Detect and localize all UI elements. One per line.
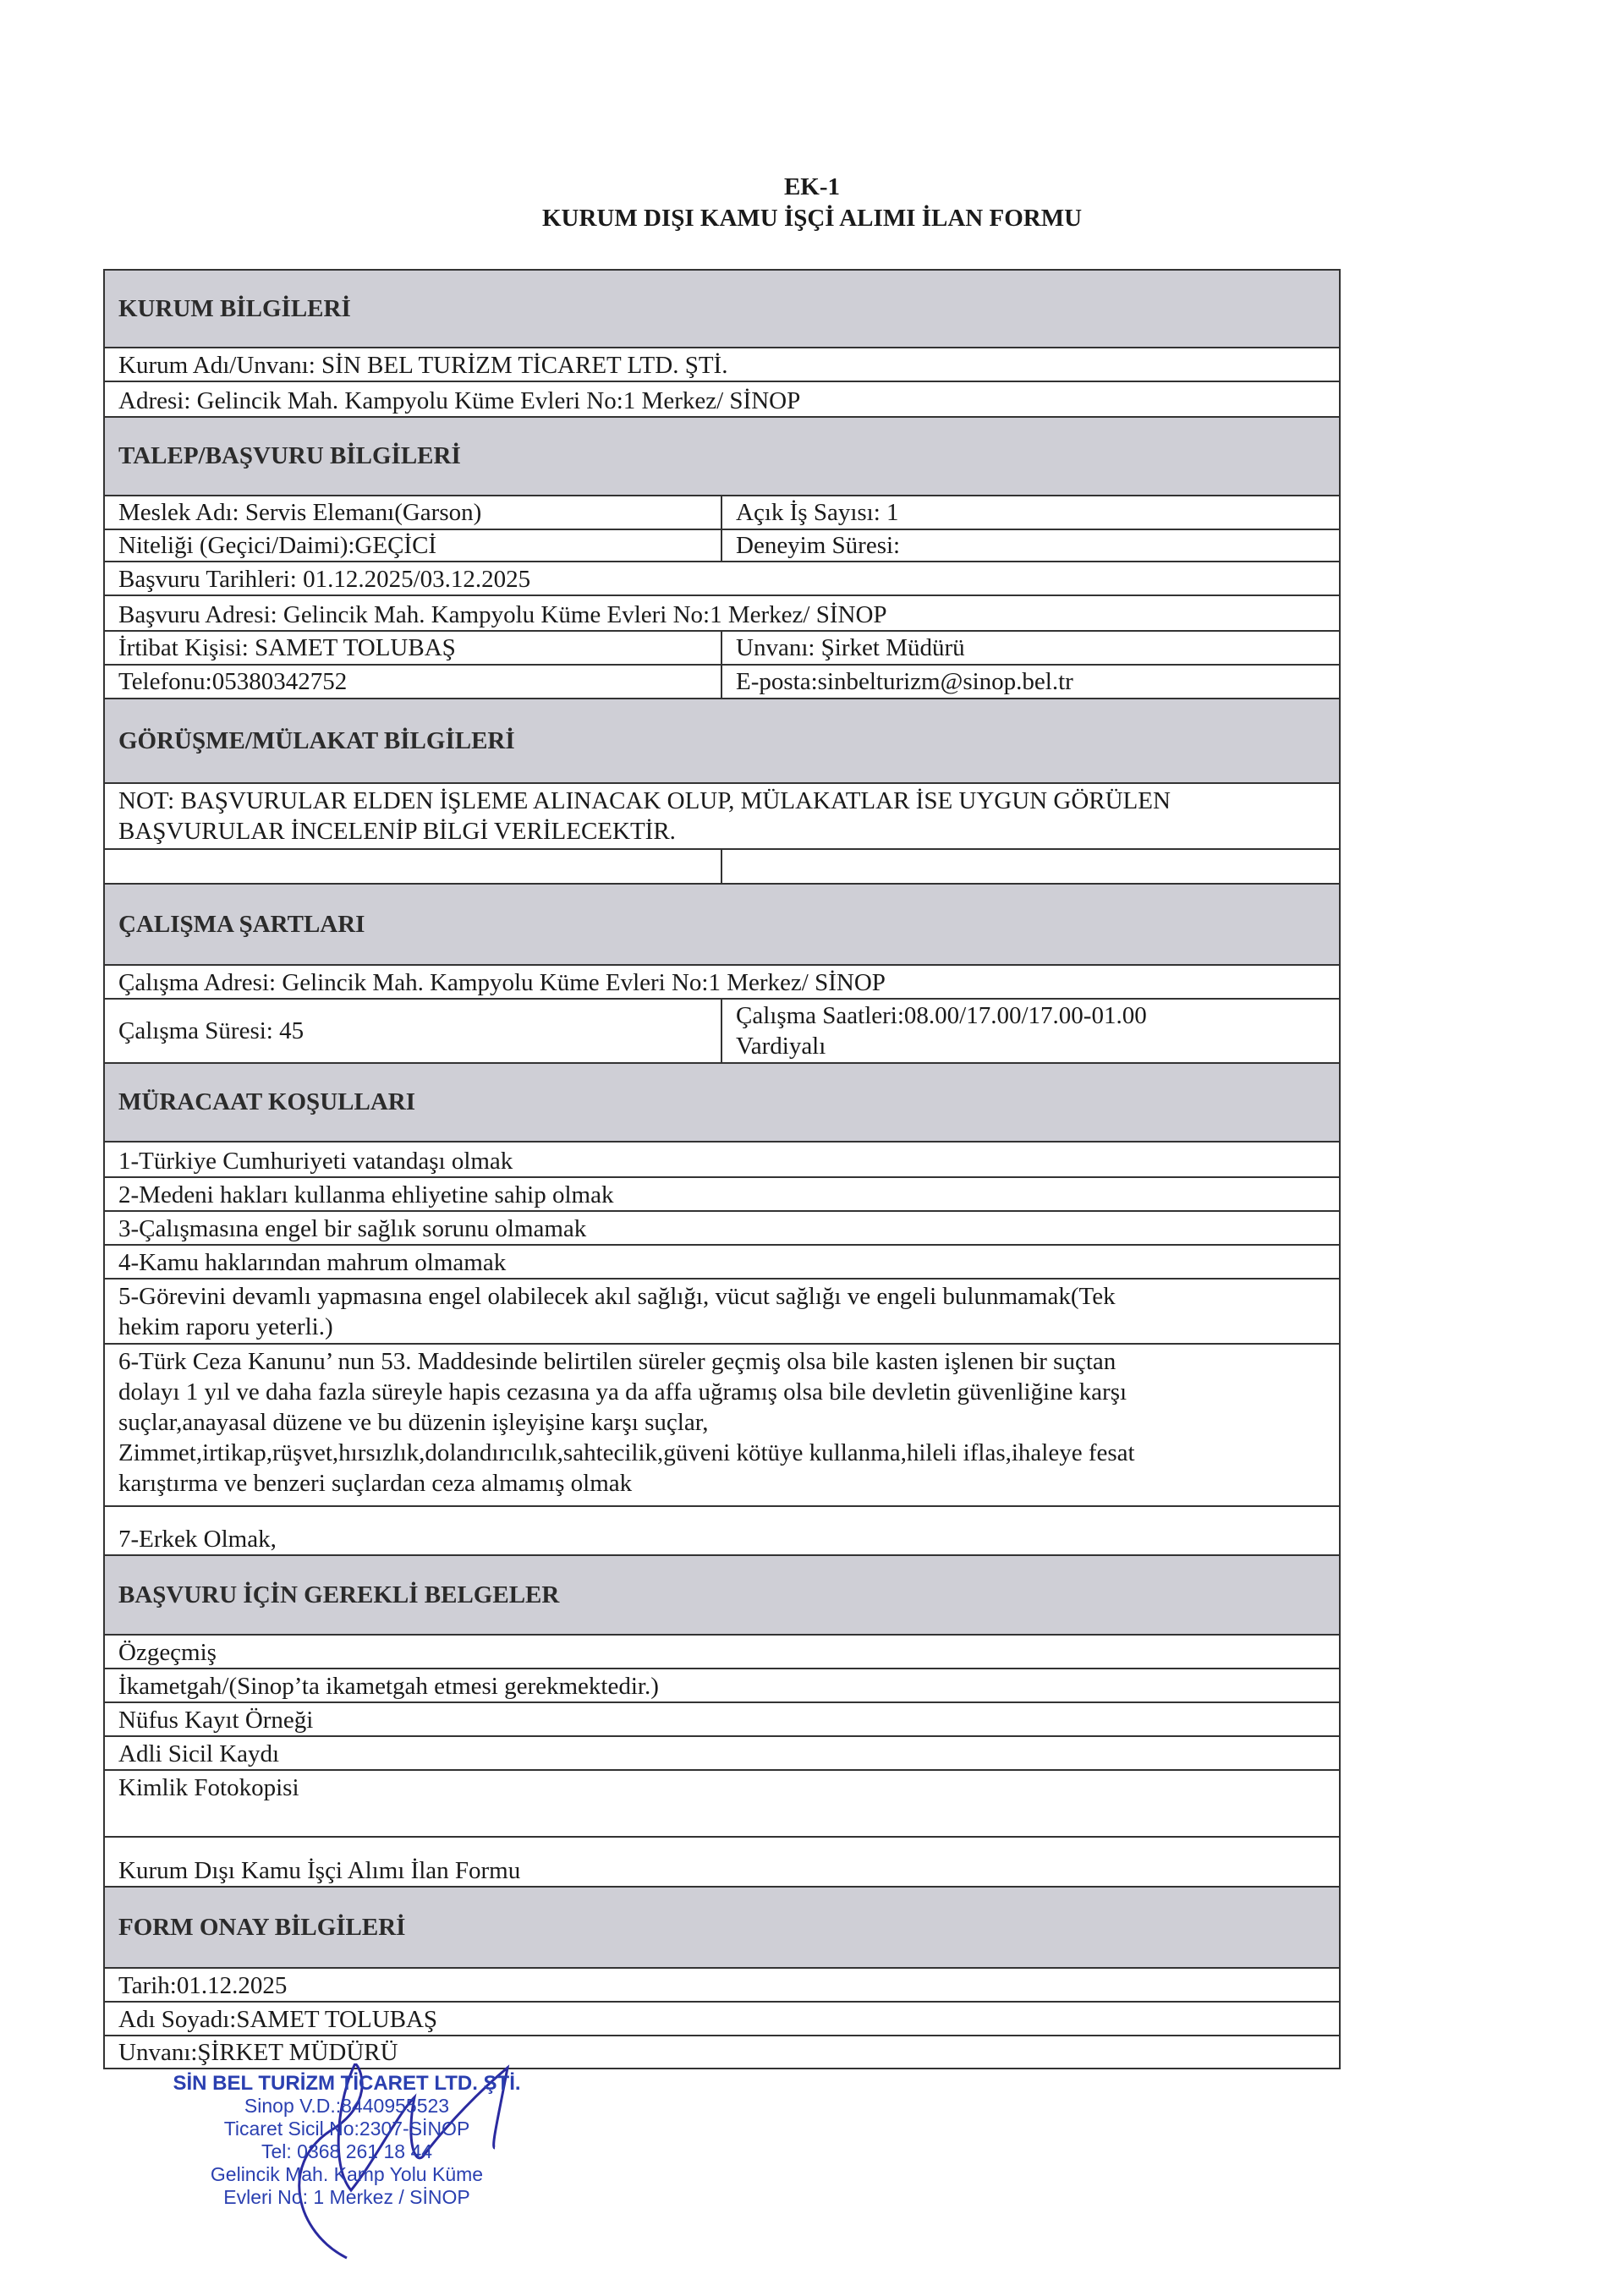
section-header-basvuru-belgeleri: BAŞVURU İÇİN GEREKLİ BELGELER xyxy=(105,1556,1339,1636)
form-cell: Kimlik Fotokopisi xyxy=(118,1774,299,1801)
form-row xyxy=(105,382,1339,418)
section-header-form-onay-bilgileri: FORM ONAY BİLGİLERİ xyxy=(105,1888,1339,1969)
form-cell: Telefonu:05380342752 xyxy=(105,666,722,698)
form-row xyxy=(105,496,1339,530)
form-cell: Açık İş Sayısı: 1 xyxy=(736,499,899,526)
form-row xyxy=(105,1771,1339,1838)
stamp-line: Evleri No: 1 Merkez / SİNOP xyxy=(223,2186,470,2208)
form-row xyxy=(105,2003,1339,2036)
form-row xyxy=(105,632,1339,666)
form-row xyxy=(105,1345,1339,1507)
company-stamp xyxy=(152,2072,541,2209)
form-row xyxy=(105,1507,1339,1556)
form-cell: Özgeçmiş xyxy=(118,1639,217,1666)
form-row xyxy=(105,1280,1339,1345)
form-row xyxy=(105,1636,1339,1669)
form-row xyxy=(105,530,1339,562)
section-header-muracaat-kosullari: MÜRACAAT KOŞULLARI xyxy=(105,1064,1339,1143)
form-cell: 1-Türkiye Cumhuriyeti vatandaşı olmak xyxy=(118,1148,513,1175)
form-cell: 4-Kamu haklarından mahrum olmamak xyxy=(118,1249,507,1276)
form-cell: 6-Türk Ceza Kanunu’ nun 53. Maddesinde belirtilen süreler geçmiş olsa bile kasten işlenen bir suçtan dolayı 1 yıl ve daha fazla süreyle hapis cezasına ya da affa uğramış olsa bile devletin güvenliğine karşı suçlar,anayasal düzene ve bu düzenin işleyişine karşı suçlar, Zimmet,irtikap,rüşvet,hırsızlık,dolandırıcılık,sahtecilik,güveni kötüye kullanma,hileli iflas,ihaleye fesat karıştırma ve benzeri suçlardan ceza almamış olmak xyxy=(118,1348,1135,1497)
form-row xyxy=(105,1212,1339,1246)
form-cell: İrtibat Kişisi: SAMET TOLUBAŞ xyxy=(105,632,722,664)
form-cell: 5-Görevini devamlı yapmasına engel olabilecek akıl sağlığı, vücut sağlığı ve engeli bulunmamak(Tek hekim raporu yeterli.) xyxy=(118,1283,1116,1340)
form-cell: Unvanı:ŞİRKET MÜDÜRÜ xyxy=(118,2039,398,2066)
form-row xyxy=(105,1000,1339,1064)
form-row xyxy=(105,784,1339,850)
section-header-talep-basvuru-bilgileri: TALEP/BAŞVURU BİLGİLERİ xyxy=(105,418,1339,496)
form-row xyxy=(105,1703,1339,1737)
form-row xyxy=(105,1246,1339,1280)
form-row xyxy=(105,1838,1339,1888)
form-cell: Başvuru Tarihleri: 01.12.2025/03.12.2025 xyxy=(118,566,531,593)
form-row xyxy=(105,596,1339,632)
form-row xyxy=(105,1143,1339,1178)
form-cell: Çalışma Adresi: Gelincik Mah. Kampyolu Küme Evleri No:1 Merkez/ SİNOP xyxy=(118,969,886,996)
stamp-line: Ticaret Sicil No:2307-SİNOP xyxy=(223,2118,470,2140)
job-posting-form-table xyxy=(103,269,1341,2069)
form-cell: Meslek Adı: Servis Elemanı(Garson) xyxy=(105,496,722,529)
stamp-line: Gelincik Mah. Kamp Yolu Küme xyxy=(210,2163,484,2185)
form-cell: Deneyim Süresi: xyxy=(736,532,901,559)
form-title: KURUM DIŞI KAMU İŞÇİ ALIMI İLAN FORMU xyxy=(541,205,1083,232)
stamp-line: Tel: 0368 261 18 44 xyxy=(261,2140,433,2162)
stamp-line: SİN BEL TURİZM TİCARET LTD. ŞTİ. xyxy=(173,2072,521,2095)
section-header-gorusme-mulakat-bilgileri: GÖRÜŞME/MÜLAKAT BİLGİLERİ xyxy=(105,699,1339,784)
form-row xyxy=(105,1969,1339,2003)
section-header-calisma-sartlari: ÇALIŞMA ŞARTLARI xyxy=(105,885,1339,966)
form-code: EK-1 xyxy=(783,173,841,200)
form-row xyxy=(105,850,1339,885)
form-cell: Başvuru Adresi: Gelincik Mah. Kampyolu Küme Evleri No:1 Merkez/ SİNOP xyxy=(118,601,887,628)
form-cell xyxy=(105,850,722,883)
form-cell: Çalışma Saatleri:08.00/17.00/17.00-01.00 Vardiyalı xyxy=(736,1002,1147,1060)
form-row xyxy=(105,348,1339,382)
form-row xyxy=(105,562,1339,596)
form-cell: Çalışma Süresi: 45 xyxy=(105,1000,722,1062)
form-cell: 7-Erkek Olmak, xyxy=(118,1526,277,1553)
form-cell: 3-Çalışmasına engel bir sağlık sorunu olmamak xyxy=(118,1215,587,1242)
form-row xyxy=(105,966,1339,1000)
form-row xyxy=(105,666,1339,699)
form-cell: 2-Medeni hakları kullanma ehliyetine sahip olmak xyxy=(118,1181,614,1208)
form-row xyxy=(105,1178,1339,1212)
form-cell: Adli Sicil Kaydı xyxy=(118,1740,280,1767)
form-cell: Adı Soyadı:SAMET TOLUBAŞ xyxy=(118,2006,438,2033)
form-row xyxy=(105,1737,1339,1771)
form-cell xyxy=(722,850,1339,883)
form-cell: Tarih:01.12.2025 xyxy=(118,1972,288,1999)
stamp-line: Sinop V.D.:8440955523 xyxy=(244,2095,450,2117)
form-cell: Niteliği (Geçici/Daimi):GEÇİCİ xyxy=(105,530,722,561)
form-cell: E-posta:sinbelturizm@sinop.bel.tr xyxy=(736,668,1073,695)
form-cell: İkametgah/(Sinop’ta ikametgah etmesi gerekmektedir.) xyxy=(118,1673,659,1700)
form-cell: Nüfus Kayıt Örneği xyxy=(118,1707,314,1734)
form-cell: Adresi: Gelincik Mah. Kampyolu Küme Evleri No:1 Merkez/ SİNOP xyxy=(118,387,801,414)
section-header-kurum-bilgileri: KURUM BİLGİLERİ xyxy=(105,271,1339,348)
form-cell: Unvanı: Şirket Müdürü xyxy=(736,634,965,661)
form-cell: Kurum Adı/Unvanı: SİN BEL TURİZM TİCARET LTD. ŞTİ. xyxy=(118,352,728,379)
form-cell: Kurum Dışı Kamu İşçi Alımı İlan Formu xyxy=(118,1857,521,1884)
form-row xyxy=(105,1669,1339,1703)
form-cell: NOT: BAŞVURULAR ELDEN İŞLEME ALINACAK OLUP, MÜLAKATLAR İSE UYGUN GÖRÜLEN BAŞVURULAR İNCELENİP BİLGİ VERİLECEKTİR. xyxy=(118,787,1171,845)
